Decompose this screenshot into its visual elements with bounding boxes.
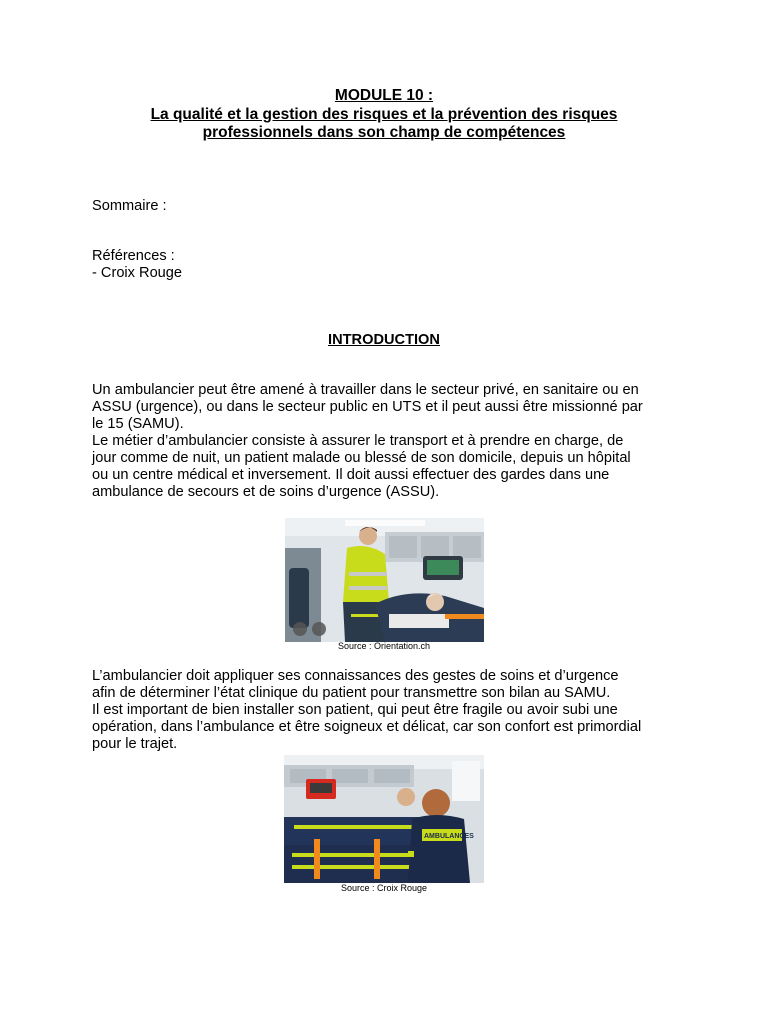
module-title <box>92 87 676 143</box>
paragraph-line: pour le trajet. <box>92 736 178 752</box>
introduction-heading: INTRODUCTION <box>328 332 440 348</box>
paragraph-line: jour comme de nuit, un patient malade ou blessé de son domicile, depuis un hôpital <box>92 450 631 466</box>
introduction-paragraph-1 <box>92 382 692 501</box>
paragraph-line: L’ambulancier doit appliquer ses connaissances des gestes de soins et d’urgence <box>92 668 619 684</box>
paragraph-line: ASSU (urgence), ou dans le secteur public en UTS et il peut aussi être missionné par <box>92 399 643 415</box>
paragraph-line: Un ambulancier peut être amené à travailler dans le secteur privé, en sanitaire ou en <box>92 382 639 398</box>
introduction-paragraph-2 <box>92 668 692 753</box>
camera-icon <box>293 622 307 636</box>
ambulance-interior-illustration <box>285 518 484 642</box>
expand-icon <box>312 622 326 636</box>
sommaire-label: Sommaire : <box>92 198 167 214</box>
paragraph-line: opération, dans l’ambulance et être soigneux et délicat, car son confort est primordial <box>92 719 642 735</box>
ambulance-crew-illustration <box>284 755 484 883</box>
ambulance-photo-1 <box>285 518 484 642</box>
module-title-line-3: professionnels dans son champ de compétences <box>202 124 566 141</box>
figure-1-caption: Source : Orientation.ch <box>337 641 431 651</box>
references-item: - Croix Rouge <box>92 265 183 281</box>
module-title-line-2: La qualité et la gestion des risques et la prévention des risques <box>150 105 618 123</box>
paragraph-line: le 15 (SAMU). <box>92 416 184 432</box>
figure-2-caption: Source : Croix Rouge <box>340 883 428 893</box>
module-title-line-1: MODULE 10 : <box>334 87 434 104</box>
paragraph-line: Il est important de bien installer son patient, qui peut être fragile ou avoir subi une <box>92 702 618 718</box>
references-label: Références : <box>92 248 175 264</box>
ambulances-badge-text: AMBULANCES <box>424 833 474 840</box>
paragraph-line: Le métier d’ambulancier consiste à assurer le transport et à prendre en charge, de <box>92 433 624 449</box>
ambulance-photo-2 <box>284 755 484 883</box>
paragraph-line: ou un centre médical et inversement. Il doit aussi effectuer des gardes dans une <box>92 467 610 483</box>
paragraph-line: ambulance de secours et de soins d’urgence (ASSU). <box>92 484 440 500</box>
paragraph-line: afin de déterminer l’état clinique du patient pour transmettre son bilan au SAMU. <box>92 685 611 701</box>
